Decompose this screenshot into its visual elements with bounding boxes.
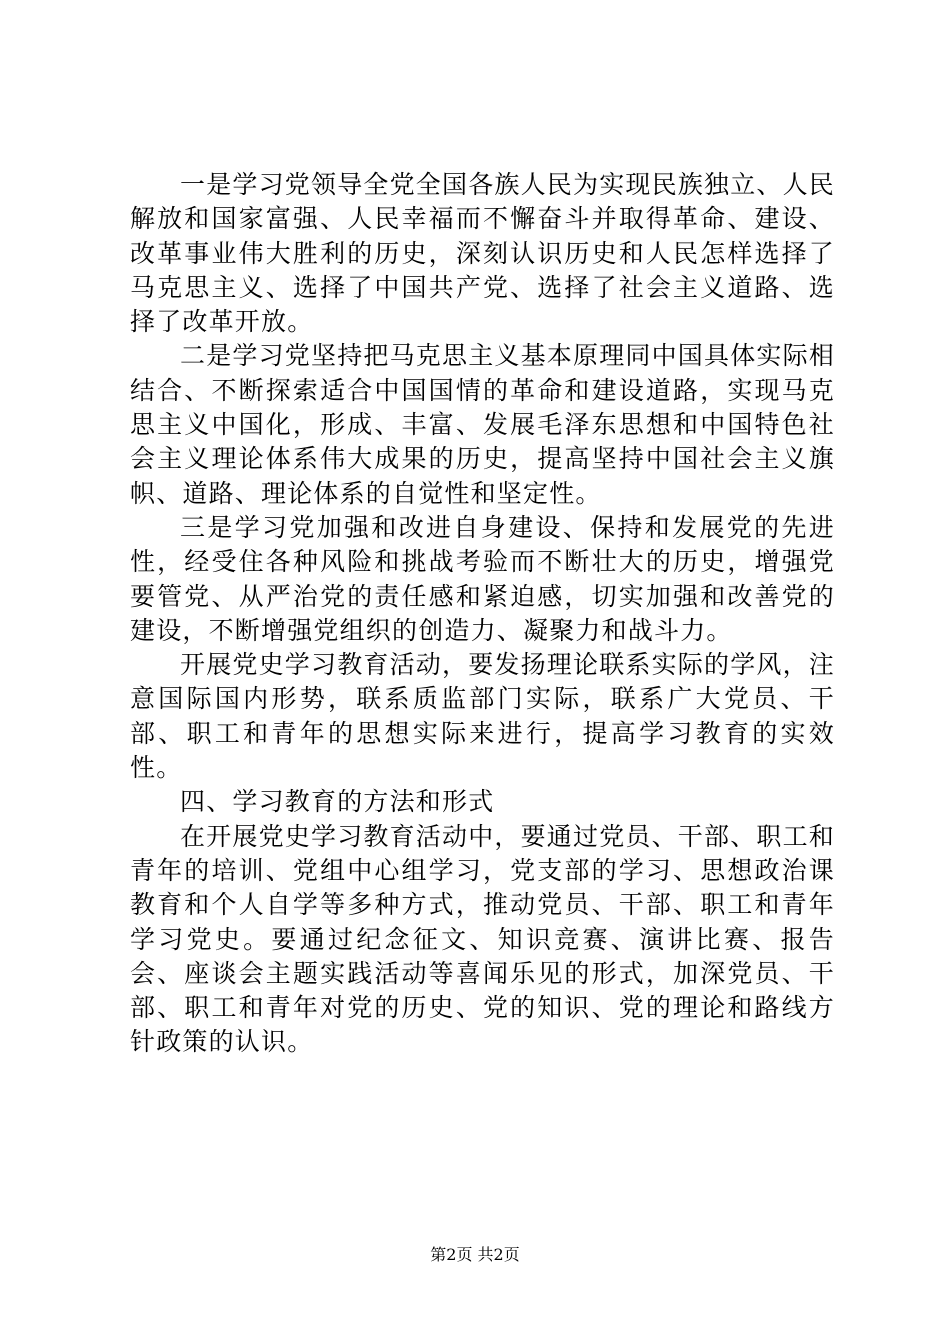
- document-body: [130, 168, 835, 1060]
- paragraph-study-approach: 开展党史学习教育活动，要发扬理论联系实际的学风，注意国际国内形势，联系质监部门实际，联系广大党员、干部、职工和青年的思想实际来进行，提高学习教育的实效性。: [130, 650, 836, 783]
- section-heading-methods: 四、学习教育的方法和形式: [180, 787, 495, 817]
- page-number-footer: 第2页 共2页: [430, 1245, 520, 1264]
- paragraph-study-history-1: 一是学习党领导全党全国各族人民为实现民族独立、人民解放和国家富强、人民幸福而不懈奋斗并取得革命、建设、改革事业伟大胜利的历史，深刻认识历史和人民怎样选择了马克思主义、选择了中国共产党、选择了社会主义道路、选择了改革开放。: [130, 170, 836, 337]
- paragraph-study-history-3: 三是学习党加强和改进自身建设、保持和发展党的先进性，经受住各种风险和挑战考验而不断壮大的历史，增强党要管党、从严治党的责任感和紧迫感，切实加强和改善党的建设，不断增强党组织的创造力、凝聚力和战斗力。: [130, 512, 835, 645]
- paragraph-methods: 在开展党史学习教育活动中，要通过党员、干部、职工和青年的培训、党组中心组学习，党支部的学习、思想政治课教育和个人自学等多种方式，推动党员、干部、职工和青年学习党史。要通过纪念征文、知识竞赛、演讲比赛、报告会、座谈会主题实践活动等喜闻乐见的形式，加深党员、干部、职工和青年对党的历史、党的知识、党的理论和路线方针政策的认识。: [130, 821, 836, 1057]
- paragraph-study-history-2: 二是学习党坚持把马克思主义基本原理同中国具体实际相结合、不断探索适合中国国情的革命和建设道路，实现马克思主义中国化，形成、丰富、发展毛泽东思想和中国特色社会主义理论体系伟大成果的历史，提高坚持中国社会主义旗帜、道路、理论体系的自觉性和坚定性。: [130, 341, 836, 508]
